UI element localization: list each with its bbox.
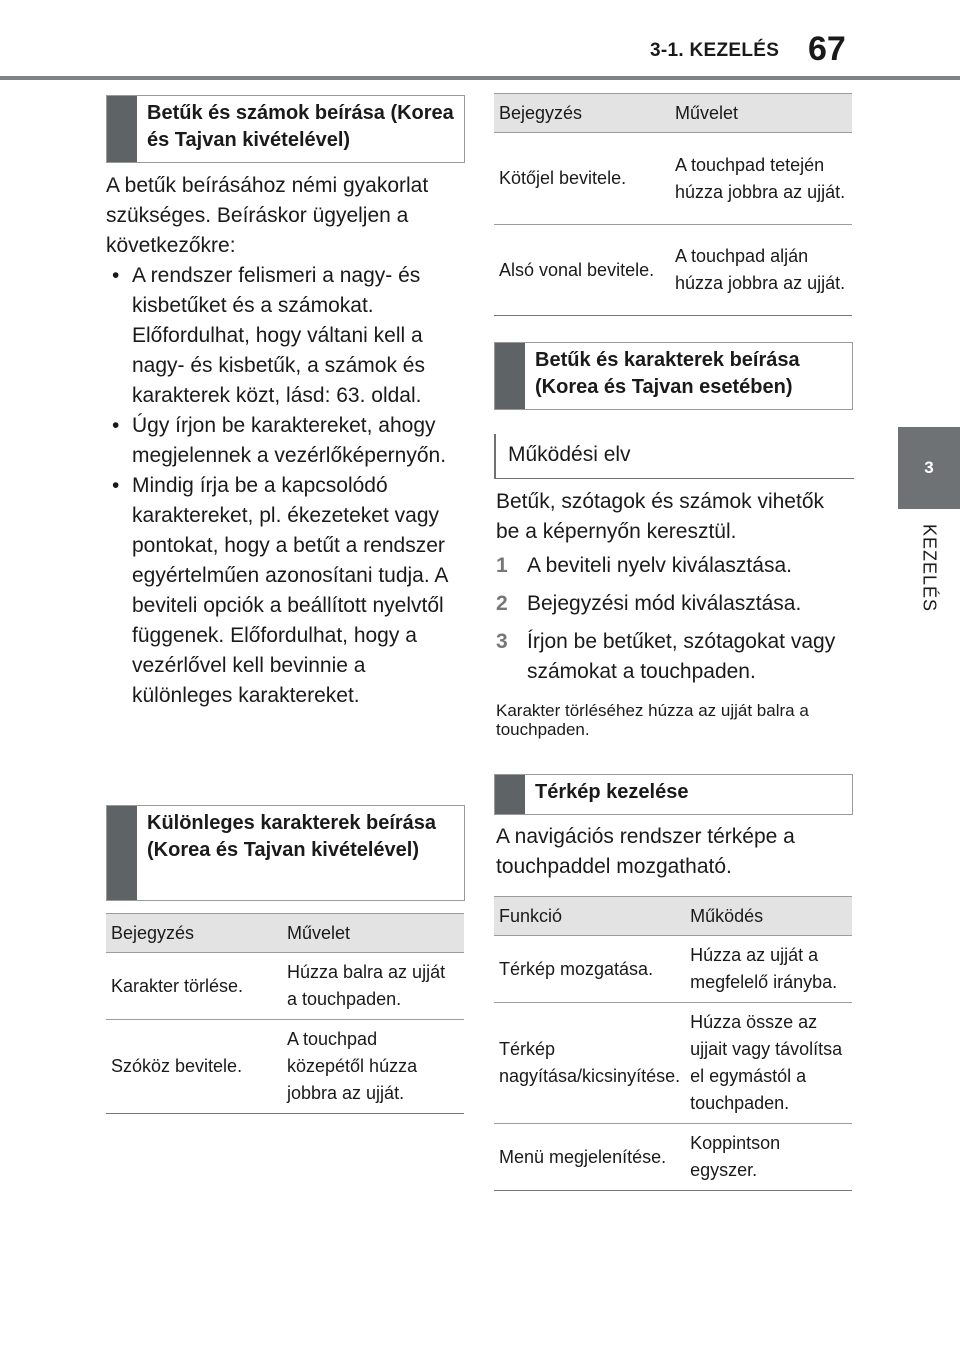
table-header-cell: Művelet xyxy=(670,94,852,133)
map-functions-table xyxy=(494,896,852,1191)
table-cell: Kötőjel bevitele. xyxy=(494,133,670,225)
table-row xyxy=(106,1020,464,1114)
principle-paragraph: Betűk, szótagok és számok vihetők be a képernyőn keresztül. xyxy=(496,490,824,543)
table-header-row xyxy=(494,94,852,133)
bullet-item: • Mindig írja be a kapcsolódó karaktereket, pl. ékezeteket vagy pontokat, hogy a betűt a rendszer egyértelműen azonosítani tudja. A beviteli opciók a beállított nyelvtől függenek. Előfordulhat, hogy a vezérlővel kell bevinnie a különleges karaktereket. xyxy=(106,471,464,711)
section-heading-text: Különleges karakterek beírása (Korea és Tajvan kivételével) xyxy=(147,812,437,861)
table-cell: Menü megjelenítése. xyxy=(494,1124,685,1191)
intro-paragraph: A betűk beírásához némi gyakorlat szükséges. Beíráskor ügyeljen a következőkre: xyxy=(106,174,429,257)
table-header-cell: Funkció xyxy=(494,897,685,936)
section-heading-bar xyxy=(495,343,525,409)
section-heading-text: Betűk és karakterek beírása (Korea és Tajvan esetében) xyxy=(535,349,800,398)
table-row xyxy=(494,1124,852,1191)
entry-table-continued xyxy=(494,93,852,316)
section-heading-special-chars xyxy=(106,805,465,901)
table-cell: Alsó vonal bevitele. xyxy=(494,225,670,316)
table-row xyxy=(494,133,852,225)
section-heading-bar xyxy=(107,96,137,162)
step-item xyxy=(496,589,852,619)
table-cell: Karakter törlése. xyxy=(106,953,282,1020)
table-row xyxy=(106,953,464,1020)
section-heading-text: Térkép kezelése xyxy=(535,781,689,803)
subheading-text: Működési elv xyxy=(508,443,631,466)
section-heading-bar xyxy=(107,806,137,900)
section-heading-text: Betűk és számok beírása (Korea és Tajvan kivételével) xyxy=(147,102,454,151)
bullet-list xyxy=(106,261,464,711)
section-heading-bar xyxy=(495,775,525,814)
table-cell: A touchpad tetején húzza jobbra az ujját. xyxy=(670,133,852,225)
table-cell: Szóköz bevitele. xyxy=(106,1020,282,1114)
table-cell: A touchpad közepétől húzza jobbra az ujját. xyxy=(282,1020,464,1114)
step-item xyxy=(496,551,852,581)
header-rule xyxy=(0,76,960,80)
table-cell: Húzza össze az ujjait vagy távolítsa el egymástól a touchpaden. xyxy=(685,1003,852,1124)
table-cell: Térkép mozgatása. xyxy=(494,936,685,1003)
table-row xyxy=(494,225,852,316)
chapter-label: KEZELÉS xyxy=(919,523,940,613)
running-header: 3-1. KEZELÉS xyxy=(650,40,780,61)
bullet-item: • A rendszer felismeri a nagy- és kisbetűket és a számokat. Előfordulhat, hogy váltani kell a nagy- és kisbetűk, a számok és karakterek közt, lásd: 63. oldal. xyxy=(106,261,464,411)
section-heading-korea-taiwan xyxy=(494,342,853,410)
special-chars-table xyxy=(106,913,464,1114)
table-header-cell: Bejegyzés xyxy=(494,94,670,133)
table-header-cell: Művelet xyxy=(282,914,464,953)
step-item xyxy=(496,627,852,687)
step-list xyxy=(496,551,852,695)
step-text: Írjon be betűket, szótagokat vagy számokat a touchpaden. xyxy=(527,630,836,683)
left-body xyxy=(106,171,464,711)
table-cell: Húzza az ujját a megfelelő irányba. xyxy=(685,936,852,1003)
table-header-row xyxy=(106,914,464,953)
table-header-row xyxy=(494,897,852,936)
step-text: Bejegyzési mód kiválasztása. xyxy=(527,592,802,615)
chapter-tab: 3 xyxy=(898,427,960,509)
section-heading-map xyxy=(494,774,853,815)
delete-note: Karakter törléséhez húzza az ujját balra a touchpaden. xyxy=(496,701,809,739)
table-header-cell: Bejegyzés xyxy=(106,914,282,953)
table-row xyxy=(494,936,852,1003)
table-cell: Koppintson egyszer. xyxy=(685,1124,852,1191)
subheading-principle xyxy=(494,434,854,479)
page-number: 67 xyxy=(808,30,846,68)
map-paragraph: A navigációs rendszer térképe a touchpaddel mozgatható. xyxy=(496,825,795,878)
step-text: A beviteli nyelv kiválasztása. xyxy=(527,554,792,577)
step-number: 2 xyxy=(496,592,508,615)
section-heading-letters xyxy=(106,95,465,163)
step-number: 3 xyxy=(496,630,508,653)
table-row xyxy=(494,1003,852,1124)
table-cell: Térkép nagyítása/kicsinyítése. xyxy=(494,1003,685,1124)
bullet-item: • Úgy írjon be karaktereket, ahogy megjelennek a vezérlőképernyőn. xyxy=(106,411,464,471)
step-number: 1 xyxy=(496,554,508,577)
table-cell: A touchpad alján húzza jobbra az ujját. xyxy=(670,225,852,316)
table-header-cell: Működés xyxy=(685,897,852,936)
table-cell: Húzza balra az ujját a touchpaden. xyxy=(282,953,464,1020)
